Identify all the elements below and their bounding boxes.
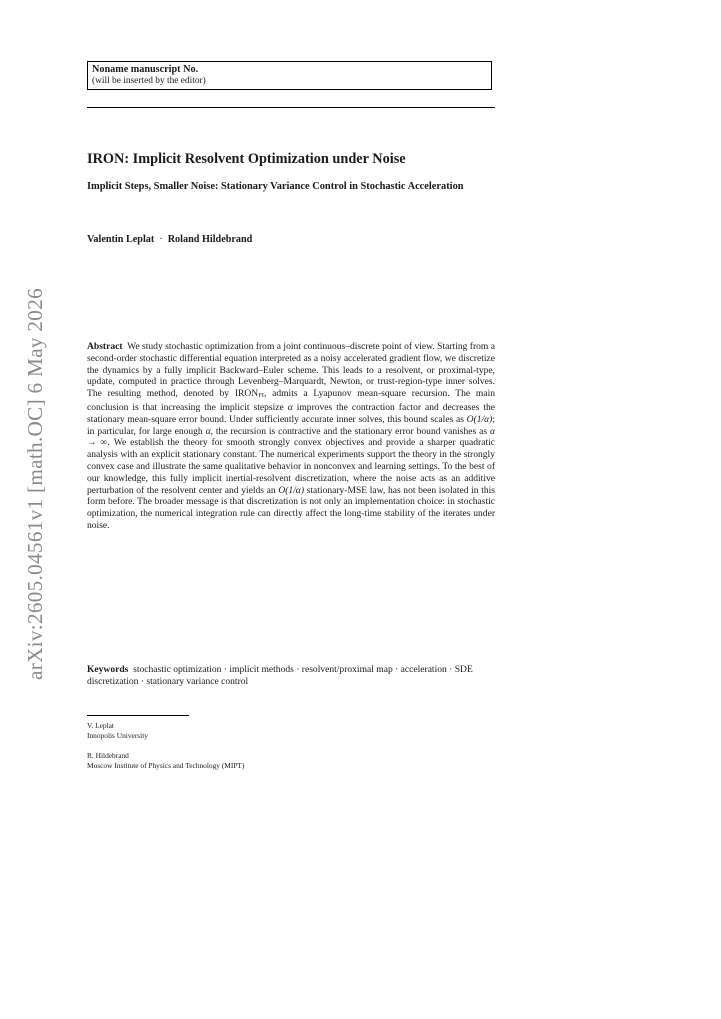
affiliation-name: R. Hildebrand	[87, 751, 129, 760]
abstract-text: improves the contraction factor and decreases the stationary mean-square error bound. Under sufficiently accurate inner solves, this bound scales as	[87, 401, 495, 425]
footnote-rule	[87, 715, 189, 716]
abstract-text: , the recursion is contractive and the stationary error bound vanishes as	[210, 425, 490, 437]
math-expression: O(1/α)	[278, 484, 305, 496]
arxiv-identifier-stamp	[22, 285, 48, 680]
author-separator: ·	[159, 234, 163, 245]
abstract-text: . We establish the theory for smooth strongly convex objectives and provide a sharper quadratic analysis with an explicit stationary constant. The numerical experiments support the theory in the strongly convex case and illustrate the same qualitative behavior in nonconvex and learning settings. To the best of our knowledge, this fully implicit inertial-resolvent discretization, where the noise acts as an additive perturbation of the resolvent center and yields an	[87, 437, 495, 496]
abstract-text: We study stochastic optimization from a joint continuous–discrete point of view. Starting from a second-order stochastic differential equation interpreted as a noisy accelerated gradient flow, we discretize the dynamics by a fully implicit Backward–Euler scheme. This leads to a resolvent, or proximal-type, update, computed in practice through Levenberg–Marquardt, Newton, or trust-region-type inner solves. The resulting method, denoted by IRON	[87, 341, 495, 400]
affiliation-block	[87, 721, 148, 740]
abstract-text: ; in particular, for large enough	[87, 413, 495, 437]
abstract-subscript: FI	[258, 392, 264, 400]
abstract-text: , admits a Lyapunov mean-square recursion. The main conclusion is that increasing the implicit stepsize	[87, 388, 495, 413]
manuscript-number-label: Noname manuscript No.	[92, 64, 199, 75]
paper-subtitle: Implicit Steps, Smaller Noise: Stationary Variance Control in Stochastic Acceleration	[87, 181, 464, 192]
keywords-text: stochastic optimization · implicit methods · resolvent/proximal map · acceleration · SDE discretization · stationary variance control	[87, 664, 473, 687]
affiliation-name: V. Leplat	[87, 721, 114, 730]
arxiv-identifier-text: arXiv:2605.04561v1 [math.OC] 6 May 2026	[23, 285, 47, 680]
math-symbol: α	[205, 425, 211, 437]
abstract-label: Abstract	[87, 341, 123, 352]
affiliation-institution: Innopolis University	[87, 730, 148, 740]
keywords-label: Keywords	[87, 664, 129, 675]
manuscript-number-box	[87, 61, 492, 90]
math-symbol: α	[287, 401, 293, 413]
author-name: Valentin Leplat	[87, 234, 155, 245]
math-expression: O(1/α)	[466, 413, 493, 425]
keywords	[87, 664, 495, 688]
paper-title: IRON: Implicit Resolvent Optimization under Noise	[87, 151, 406, 167]
abstract	[87, 341, 495, 532]
header-rule	[87, 107, 495, 108]
abstract-text: stationary-MSE law, has not been isolated in this form before. The broader message is that discretization is not only an implementation choice: in stochastic optimization, the numerical integration rule can directly affect the long-time stability of the iterates under noise.	[87, 484, 496, 531]
affiliation-institution: Moscow Institute of Physics and Technology (MIPT)	[87, 760, 245, 770]
author-name: Roland Hildebrand	[167, 234, 253, 245]
author-list	[87, 234, 252, 245]
math-expression: α → ∞	[87, 425, 495, 449]
editor-note: (will be inserted by the editor)	[92, 76, 206, 86]
affiliation-block	[87, 751, 244, 770]
